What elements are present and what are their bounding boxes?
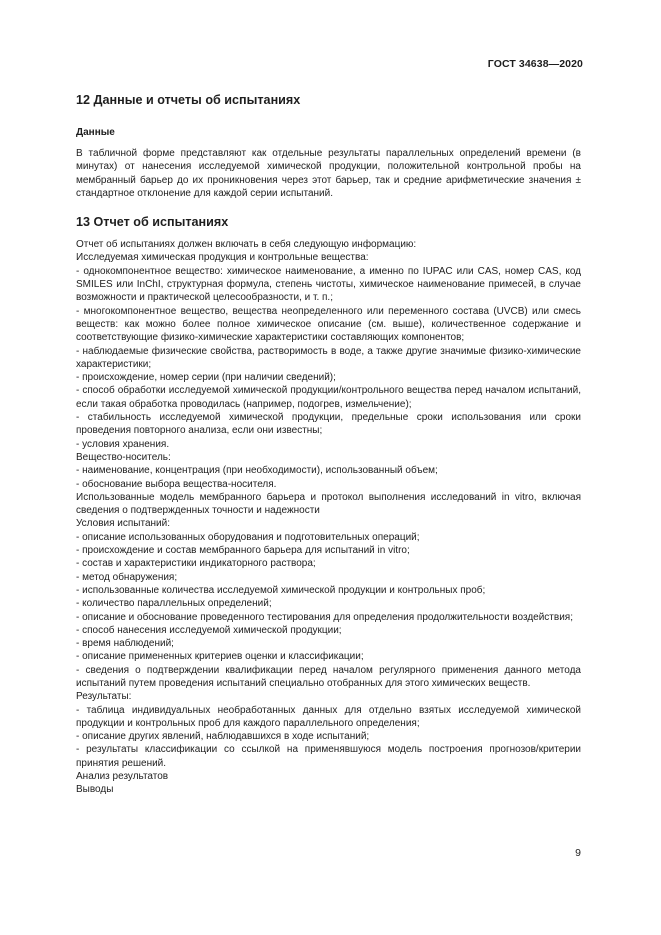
- section-12-title: 12 Данные и отчеты об испытаниях: [76, 93, 301, 107]
- list-item: - описание использованных оборудования и подготовительных операций;: [76, 531, 420, 543]
- list-item: - многокомпонентное вещество, вещества неопределенного или переменного состава (UVCB) или смесь веществ: как можно более полное химическое описание (см. выше), количественное содержание и соответствующие физико-химические характеристики составляющих компонентов;: [76, 305, 581, 344]
- list-item: - время наблюдений;: [76, 638, 174, 650]
- list-item: - способ нанесения исследуемой химической продукции;: [76, 624, 342, 636]
- list-item: Анализ результатов: [76, 771, 169, 783]
- list-item: - метод обнаружения;: [76, 571, 178, 583]
- list-item: Вещество-носитель:: [76, 451, 171, 463]
- page-number: 9: [575, 847, 581, 859]
- list-item: - состав и характеристики индикаторного раствора;: [76, 558, 316, 570]
- list-item: - стабильность исследуемой химической продукции, предельные сроки использования или сроки проведения повторного анализа, если они известны;: [76, 412, 581, 437]
- list-item: Условия испытаний:: [76, 518, 170, 530]
- list-item: - описание и обоснование проведенного тестирования для определения продолжительности воздействия;: [76, 611, 573, 623]
- report-content-list: [76, 238, 581, 796]
- list-item: - сведения о подтверждении квалификации перед началом регулярного применения данного метода испытаний путем проведения испытаний специально отобранных для этого химических веществ.: [76, 664, 581, 689]
- list-item: - однокомпонентное вещество: химическое наименование, а именно по IUPAC или CAS, номер CAS, код SMILES или InChI, структурная формула, степень чистоты, химическое наименование примесей, в случае возможности и практической целесообразности, и т. п.;: [76, 265, 581, 304]
- list-item: - описание других явлений, наблюдавшихся в ходе испытаний;: [76, 731, 370, 743]
- list-item: - происхождение, номер серии (при наличии сведений);: [76, 372, 336, 384]
- list-item: - обоснование выбора вещества-носителя.: [76, 478, 277, 490]
- list-item: - наблюдаемые физические свойства, растворимость в воде, а также другие значимые физико-химические характеристики;: [76, 345, 581, 370]
- list-item: - результаты классификации со ссылкой на применявшуюся модель построения прогнозов/критерии принятия решений.: [76, 744, 581, 769]
- list-item: Результаты:: [76, 691, 132, 703]
- page-content: [76, 92, 581, 797]
- list-item: - условия хранения.: [76, 438, 170, 450]
- data-paragraph: В табличной форме представляют как отдельные результаты параллельных определений времени (в минутах) от нанесения исследуемой химической продукции, положительной контрольной пробы на мембранный барьер до их проникновения через этот барьер, так и средние арифметические значения ± стандартное отклонение для каждой серии испытаний.: [76, 148, 581, 199]
- section-13-title: 13 Отчет об испытаниях: [76, 215, 229, 230]
- list-item: - описание примененных критериев оценки и классификации;: [76, 651, 364, 663]
- list-item: Выводы: [76, 784, 114, 796]
- list-item: Использованные модель мембранного барьера и протокол выполнения исследований in vitro, включая сведения о подтвержденных точности и надежности: [76, 491, 581, 517]
- list-item: - наименование, концентрация (при необходимости), использованный объем;: [76, 465, 438, 477]
- list-item: Исследуемая химическая продукция и контрольные вещества:: [76, 252, 369, 264]
- list-item: - способ обработки исследуемой химической продукции/контрольного вещества перед началом испытаний, если такая обработка проводилась (например, подогрев, измельчение);: [76, 385, 581, 410]
- standard-code: ГОСТ 34638—2020: [487, 58, 583, 70]
- list-item: - таблица индивидуальных необработанных данных для отдельно взятых исследуемой химической продукции и контрольных проб для каждого параллельного определения;: [76, 704, 581, 729]
- list-item: - количество параллельных определений;: [76, 598, 272, 610]
- list-item: - использованные количества исследуемой химической продукции и контрольных проб;: [76, 584, 486, 596]
- list-item: Отчет об испытаниях должен включать в себя следующую информацию:: [76, 239, 417, 251]
- data-subheading: Данные: [76, 127, 115, 138]
- list-item: - происхождение и состав мембранного барьера для испытаний in vitro;: [76, 545, 410, 557]
